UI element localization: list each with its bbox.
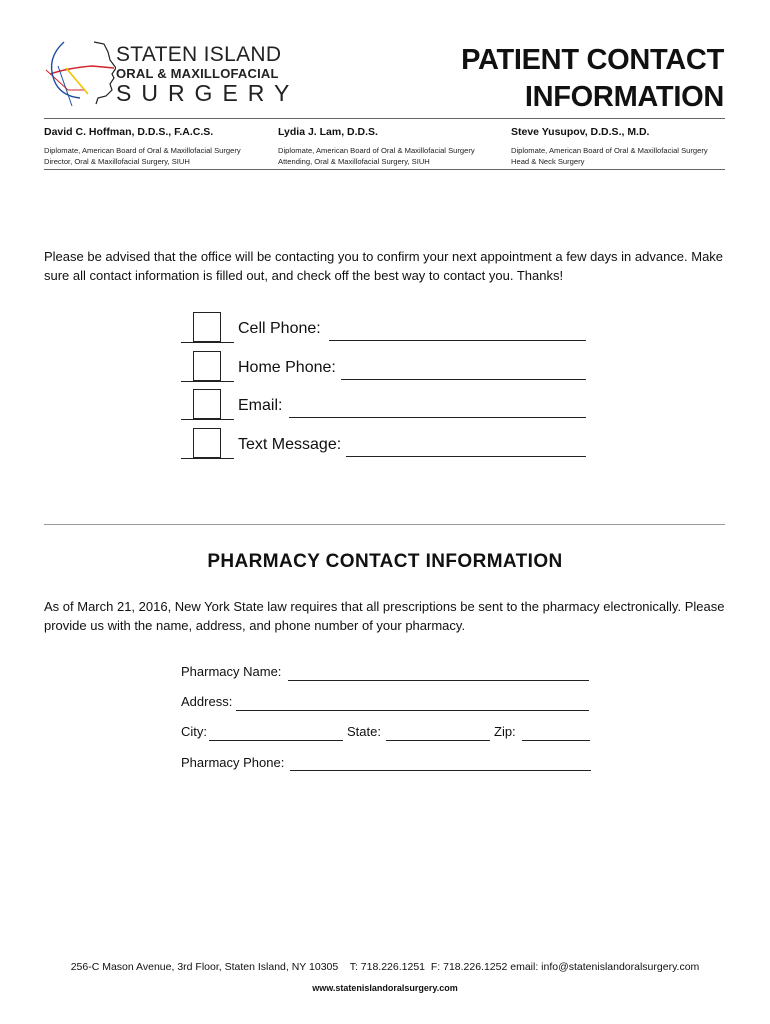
- cell-phone-label: Cell Phone:: [238, 320, 321, 337]
- pharmacy-phone-input[interactable]: [290, 770, 591, 771]
- doctor-2-cred-line1: Diplomate, American Board of Oral & Maxillofacial Surgery: [278, 146, 475, 155]
- checkbox-underline: [181, 342, 234, 343]
- doctor-1-cred-line1: Diplomate, American Board of Oral & Maxillofacial Surgery: [44, 146, 241, 155]
- address-input[interactable]: [236, 710, 589, 711]
- logo-text-staten-island: STATEN ISLAND: [116, 43, 282, 66]
- footer-address: 256-C Mason Avenue, 3rd Floor, Staten Island, NY 10305 T: 718.226.1251 F: 718.226.1252 email: info@statenislandoralsurgery.com: [70, 961, 700, 973]
- page-title: [461, 42, 724, 116]
- doctor-2-credentials: [278, 145, 475, 167]
- footer-website-link[interactable]: www.statenislandoralsurgery.com: [312, 983, 458, 993]
- practice-logo-icon: [44, 38, 116, 110]
- text-message-input[interactable]: [346, 456, 586, 457]
- page-title-line2: INFORMATION: [524, 81, 724, 113]
- state-label: State:: [347, 724, 381, 739]
- checkbox-underline: [181, 419, 234, 420]
- zip-input[interactable]: [522, 740, 590, 741]
- section-divider: [44, 524, 725, 525]
- email-label: Email:: [238, 397, 283, 414]
- doctor-3-cred-line1: Diplomate, American Board of Oral & Maxillofacial Surgery: [511, 146, 708, 155]
- home-phone-checkbox[interactable]: [193, 351, 221, 381]
- home-phone-input[interactable]: [341, 379, 586, 380]
- city-label: City:: [181, 724, 207, 739]
- home-phone-label: Home Phone:: [238, 359, 336, 376]
- text-message-checkbox[interactable]: [193, 428, 221, 458]
- doctor-2-name: Lydia J. Lam, D.D.S.: [278, 126, 378, 138]
- header-rule-top: [44, 118, 725, 119]
- state-input[interactable]: [386, 740, 490, 741]
- doctor-3-name: Steve Yusupov, D.D.S., M.D.: [511, 126, 650, 138]
- checkbox-underline: [181, 458, 234, 459]
- doctor-3-cred-line2: Head & Neck Surgery: [511, 157, 585, 166]
- doctor-1-credentials: [44, 145, 241, 167]
- page-title-line1: PATIENT CONTACT: [461, 44, 724, 76]
- intro-paragraph: Please be advised that the office will be contacting you to confirm your next appointment a few days in advance. Make sure all contact information is filled out, and check off the best way to contact you. Thanks!: [44, 249, 724, 283]
- pharmacy-name-input[interactable]: [288, 680, 589, 681]
- pharmacy-phone-label: Pharmacy Phone:: [181, 755, 285, 770]
- pharmacy-paragraph: As of March 21, 2016, New York State law requires that all prescriptions be sent to the pharmacy electronically. Please provide us with the name, address, and phone number of your pharmacy.: [44, 599, 725, 633]
- pharmacy-section-title: PHARMACY CONTACT INFORMATION: [207, 551, 563, 572]
- text-message-label: Text Message:: [238, 436, 342, 453]
- zip-label: Zip:: [494, 724, 516, 739]
- city-input[interactable]: [209, 740, 343, 741]
- header-rule-bottom: [44, 169, 725, 170]
- email-checkbox[interactable]: [193, 389, 221, 419]
- logo-text-oral-maxillofacial: ORAL & MAXILLOFACIAL: [116, 66, 279, 81]
- logo-text-surgery: SURGERY: [116, 80, 300, 106]
- doctor-1-name: David C. Hoffman, D.D.S., F.A.C.S.: [44, 126, 214, 138]
- doctor-3-credentials: [511, 145, 708, 167]
- cell-phone-input[interactable]: [329, 340, 586, 341]
- doctor-2-cred-line2: Attending, Oral & Maxillofacial Surgery, SIUH: [278, 157, 430, 166]
- email-input[interactable]: [289, 417, 586, 418]
- cell-phone-checkbox[interactable]: [193, 312, 221, 342]
- address-label: Address:: [181, 694, 233, 709]
- pharmacy-name-label: Pharmacy Name:: [181, 664, 282, 679]
- checkbox-underline: [181, 381, 234, 382]
- doctor-1-cred-line2: Director, Oral & Maxillofacial Surgery, SIUH: [44, 157, 190, 166]
